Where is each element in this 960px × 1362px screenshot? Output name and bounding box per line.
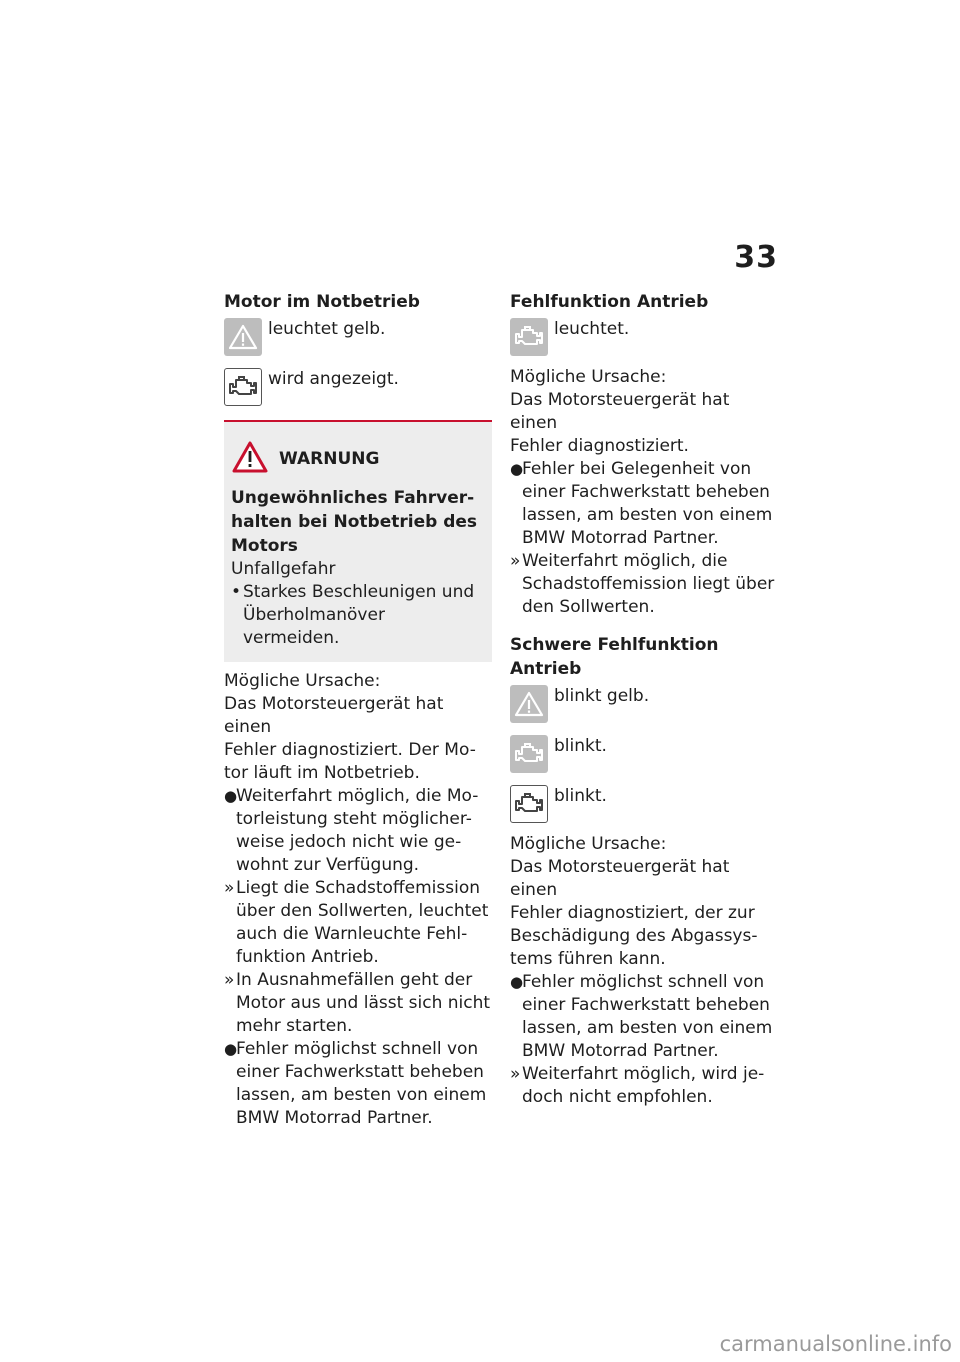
warning-subtitle-line: halten bei Notbetrieb des xyxy=(231,512,478,532)
section-heading-fehlfunktion: Fehlfunktion Antrieb xyxy=(510,292,709,312)
result-mark: » xyxy=(224,878,235,898)
list-item xyxy=(224,785,492,877)
list-line: Überholmanöver vermeiden. xyxy=(243,605,385,648)
list-line: über den Sollwerten, leuchtet xyxy=(236,901,489,921)
bullet-mark: • xyxy=(231,582,242,602)
list-line: Fehler möglichst schnell von xyxy=(236,1039,479,1059)
warning-box xyxy=(224,420,492,662)
list-line: Fehler möglichst schnell von xyxy=(522,972,765,992)
indicator-row xyxy=(510,685,780,723)
list-line: weise jedoch nicht wie ge- xyxy=(236,832,462,852)
list-line: den Sollwerten. xyxy=(522,597,655,617)
list-item xyxy=(510,1063,780,1109)
result-mark: » xyxy=(224,970,235,990)
indicator-row xyxy=(224,318,492,356)
cause-line: Das Motorsteuergerät hat einen xyxy=(224,694,444,737)
cause-line: tor läuft im Notbetrieb. xyxy=(224,763,420,783)
warning-header xyxy=(231,440,484,478)
indicator-row xyxy=(510,785,780,823)
indicator-text: blinkt. xyxy=(554,736,607,756)
indicator-text: leuchtet gelb. xyxy=(268,319,386,339)
indicator-row xyxy=(224,368,492,406)
cause-line: tems führen kann. xyxy=(510,949,666,969)
list-line: funktion Antrieb. xyxy=(236,947,379,967)
instruction-list xyxy=(224,785,492,1130)
cause-line: Das Motorsteuergerät hat einen xyxy=(510,390,730,433)
warning-triangle-icon xyxy=(510,685,548,723)
cause-line: Fehler diagnostiziert. Der Mo- xyxy=(224,740,476,760)
list-line: mehr starten. xyxy=(236,1016,353,1036)
list-line: wohnt zur Verfügung. xyxy=(236,855,420,875)
list-line: Schadstoffemission liegt über xyxy=(522,574,775,594)
page-number: 33 xyxy=(734,240,778,275)
cause-text xyxy=(510,856,780,971)
warning-subtitle-line: Motors xyxy=(231,536,298,556)
cause-line: Das Motorsteuergerät hat einen xyxy=(510,857,730,900)
warning-title: WARNUNG xyxy=(279,449,380,469)
engine-icon xyxy=(224,368,262,406)
list-line: In Ausnahmefällen geht der xyxy=(236,970,473,990)
indicator-text: wird angezeigt. xyxy=(268,369,399,389)
warning-triangle-icon xyxy=(224,318,262,356)
cause-text xyxy=(510,389,780,458)
indicator-text: leuchtet. xyxy=(554,319,630,339)
list-line: BMW Motorrad Partner. xyxy=(522,528,719,548)
watermark: carmanualsonline.info xyxy=(719,1332,952,1356)
engine-icon xyxy=(510,735,548,773)
indicator-row xyxy=(510,735,780,773)
list-item xyxy=(510,550,780,619)
indicator-text: blinkt. xyxy=(554,786,607,806)
engine-icon xyxy=(510,785,548,823)
list-line: Weiterfahrt möglich, die xyxy=(522,551,728,571)
list-line: Starkes Beschleunigen und xyxy=(243,582,475,602)
list-line: auch die Warnleuchte Fehl- xyxy=(236,924,468,944)
warning-subtitle-line: Ungewöhnliches Fahrver- xyxy=(231,488,475,508)
cause-label: Mögliche Ursache: xyxy=(224,671,381,691)
list-item xyxy=(224,1038,492,1130)
list-item xyxy=(224,877,492,969)
list-line: doch nicht empfohlen. xyxy=(522,1087,713,1107)
indicator-text: blinkt gelb. xyxy=(554,686,650,706)
list-line: BMW Motorrad Partner. xyxy=(522,1041,719,1061)
bullet-mark: ● xyxy=(510,973,524,991)
cause-line: Fehler diagnostiziert, der zur xyxy=(510,903,755,923)
list-line: einer Fachwerkstatt beheben xyxy=(522,482,770,502)
list-line: lassen, am besten von einem xyxy=(236,1085,487,1105)
list-line: Motor aus und lässt sich nicht xyxy=(236,993,491,1013)
list-item xyxy=(510,971,780,1063)
list-line: Weiterfahrt möglich, die Mo- xyxy=(236,786,479,806)
list-line: Weiterfahrt möglich, wird je- xyxy=(522,1064,765,1084)
warning-list xyxy=(231,581,484,650)
cause-line: Fehler diagnostiziert. xyxy=(510,436,689,456)
section-heading-motor-notbetrieb: Motor im Notbetrieb xyxy=(224,292,420,312)
list-line: einer Fachwerkstatt beheben xyxy=(522,995,770,1015)
list-line: BMW Motorrad Partner. xyxy=(236,1108,433,1128)
instruction-list xyxy=(510,971,780,1109)
list-line: lassen, am besten von einem xyxy=(522,1018,773,1038)
indicator-row xyxy=(510,318,780,356)
result-mark: » xyxy=(510,1064,521,1084)
cause-text xyxy=(224,693,492,785)
cause-label: Mögliche Ursache: xyxy=(510,834,667,854)
list-item xyxy=(231,581,484,650)
warning-subtitle xyxy=(231,486,484,558)
cause-label: Mögliche Ursache: xyxy=(510,367,667,387)
list-line: einer Fachwerkstatt beheben xyxy=(236,1062,484,1082)
left-column xyxy=(224,290,492,1130)
list-line: torleistung steht möglicher- xyxy=(236,809,472,829)
engine-icon xyxy=(510,318,548,356)
instruction-list xyxy=(510,458,780,619)
section-heading-schwere-fehlfunktion: Schwere Fehlfunktion Antrieb xyxy=(510,635,719,679)
bullet-mark: ● xyxy=(510,460,524,478)
right-column xyxy=(510,290,780,1109)
warning-risk: Unfallgefahr xyxy=(231,559,336,579)
list-line: Liegt die Schadstoffemission xyxy=(236,878,481,898)
list-item xyxy=(510,458,780,550)
bullet-mark: ● xyxy=(224,787,238,805)
cause-line: Beschädigung des Abgassys- xyxy=(510,926,758,946)
warning-triangle-icon xyxy=(231,440,269,478)
list-line: lassen, am besten von einem xyxy=(522,505,773,525)
list-item xyxy=(224,969,492,1038)
list-line: Fehler bei Gelegenheit von xyxy=(522,459,752,479)
result-mark: » xyxy=(510,551,521,571)
bullet-mark: ● xyxy=(224,1040,238,1058)
